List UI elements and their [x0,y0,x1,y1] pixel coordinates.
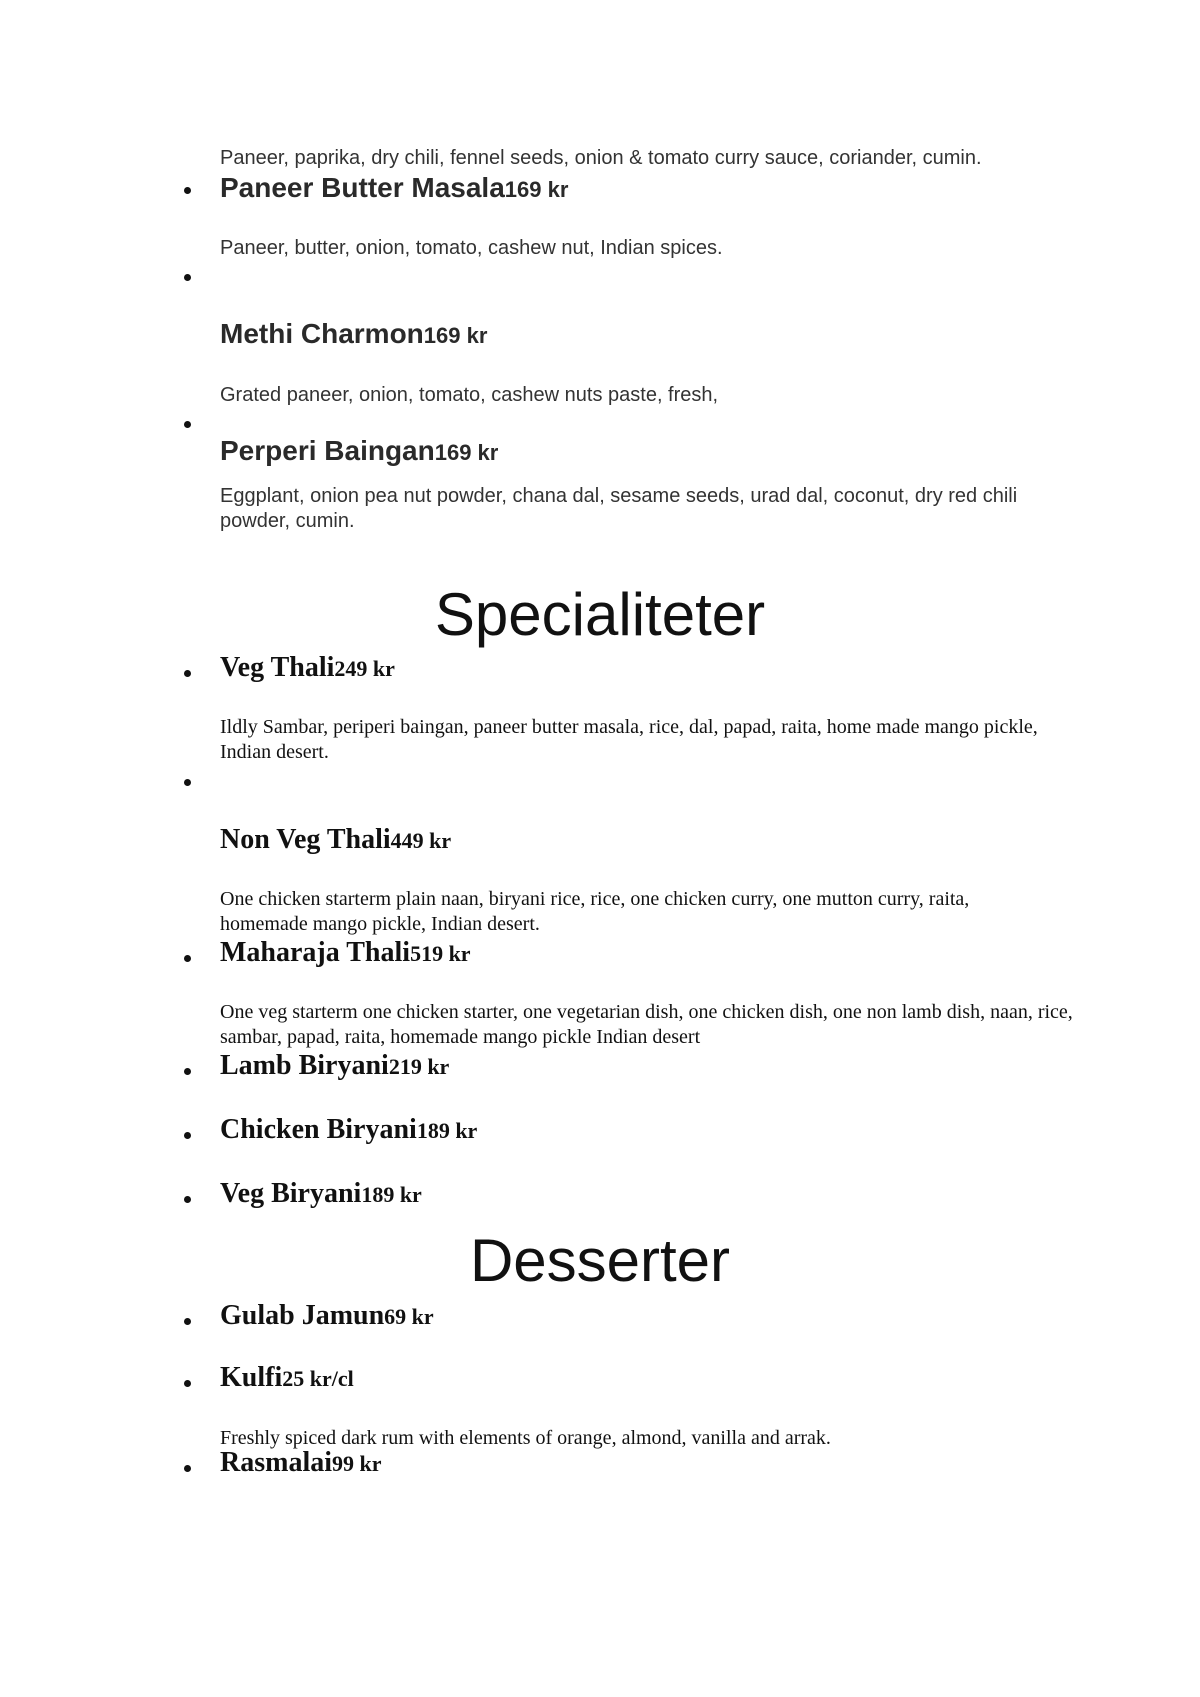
item-price: 249 kr [334,656,395,681]
item-name: Gulab Jamun [220,1300,385,1331]
item-description: Eggplant, onion pea nut powder, chana dal, sesame seeds, urad dal, coconut, dry red chili powder, cumin. [220,485,1018,532]
menu-item-veg-thali [220,652,395,684]
bullet-icon [182,667,194,679]
section-heading-desserter: Desserter [469,1227,731,1294]
item-name: Kulfi [220,1362,283,1393]
bullet-icon [182,1065,194,1077]
bullet-icon [182,1129,194,1141]
item-name: Non Veg Thali [220,824,391,855]
item-description: Grated paneer, onion, tomato, cashew nuts paste, fresh, [220,384,719,406]
item-price: 519 kr [410,941,471,966]
item-price: 189 kr [361,1182,422,1207]
item-description: One chicken starterm plain naan, biryani rice, rice, one chicken curry, one mutton curry, raita, homemade mango pickle, Indian desert. [220,888,970,935]
bullet-icon [182,271,194,283]
item-name: Veg Thali [220,652,335,683]
item-description: Ildly Sambar, periperi baingan, paneer butter masala, rice, dal, papad, raita, home made mango pickle, Indian desert. [220,716,1038,763]
item-name: Methi Charmon [220,318,424,349]
bullet-icon [182,776,194,788]
menu-item-rasmalai [220,1447,382,1479]
bullet-icon [182,1315,194,1327]
bullet-icon [182,952,194,964]
item-description: One veg starterm one chicken starter, one vegetarian dish, one chicken dish, one non lamb dish, naan, rice, sambar, papad, raita, homemade mango pickle Indian desert [220,1001,1073,1048]
item-price: 99 kr [332,1451,382,1476]
item-name: Chicken Biryani [220,1114,417,1145]
item-price: 169 kr [434,440,499,465]
item-price: 189 kr [416,1118,478,1143]
item-name: Perperi Baingan [220,435,435,466]
menu-item-perperi-baingan [220,435,498,467]
item-name: Rasmalai [220,1447,332,1478]
item-price: 169 kr [504,177,569,202]
item-description: Paneer, paprika, dry chili, fennel seeds, onion & tomato curry sauce, coriander, cumin. [220,147,982,169]
item-price: 219 kr [388,1054,450,1079]
menu-item-gulab-jamun [220,1300,434,1332]
item-price: 169 kr [423,323,488,348]
item-price: 449 kr [390,828,452,853]
bullet-icon [182,1462,194,1474]
item-description: Freshly spiced dark rum with elements of orange, almond, vanilla and arrak. [220,1427,831,1449]
menu-item-methi-charmon [220,318,487,350]
bullet-icon [182,1377,194,1389]
menu-item-paneer-butter-masala [220,172,568,204]
item-name: Veg Biryani [220,1178,362,1209]
bullet-icon [182,1193,194,1205]
menu-item-chicken-biryani [220,1114,477,1146]
bullet-icon [182,418,194,430]
item-price: 25 kr/cl [282,1366,354,1391]
item-name: Lamb Biryani [220,1050,389,1081]
menu-item-maharaja-thali [220,937,471,969]
menu-item-lamb-biryani [220,1050,449,1082]
bullet-icon [182,184,194,196]
menu-item-non-veg-thali [220,824,451,856]
menu-item-veg-biryani [220,1178,422,1210]
item-price: 69 kr [384,1304,434,1329]
section-heading-specialiteter: Specialiteter [434,581,766,648]
item-name: Maharaja Thali [220,937,411,968]
menu-item-kulfi [220,1362,354,1394]
item-name: Paneer Butter Masala [220,172,505,203]
item-description: Paneer, butter, onion, tomato, cashew nut, Indian spices. [220,237,723,259]
